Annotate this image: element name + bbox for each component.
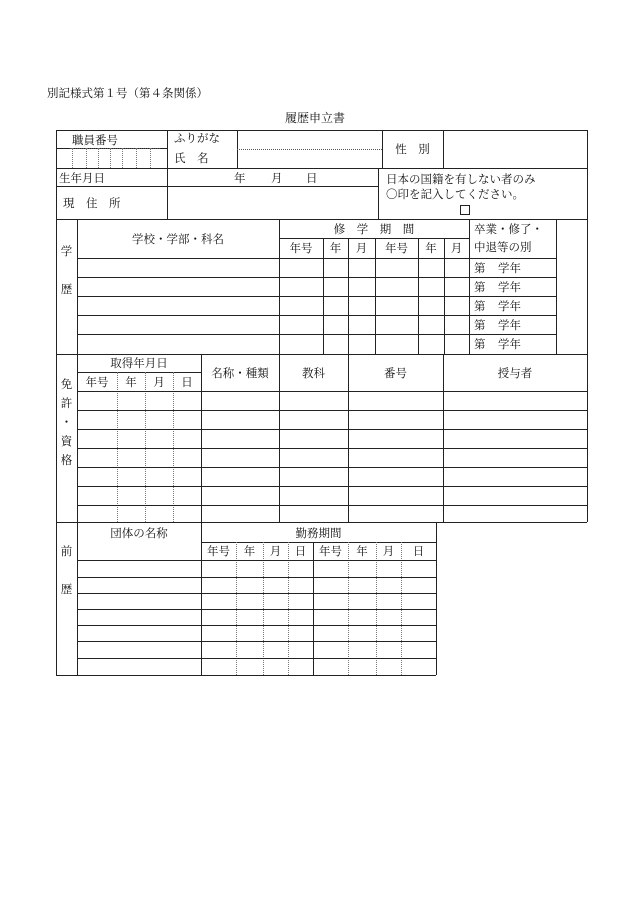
acquired-date-header: 取得年月日 (110, 356, 168, 370)
license-era-header: 年号 (85, 375, 109, 389)
status-header-line1: 卒業・修了・ (474, 222, 543, 236)
grade-dai: 第 (474, 337, 486, 351)
study-month-start: 月 (355, 241, 368, 255)
staff-number-label: 職員番号 (72, 133, 118, 147)
name-type-header: 名称・種類 (211, 366, 269, 380)
education-section-label: 学 歴 (60, 244, 73, 296)
issuer-header: 授与者 (497, 366, 533, 380)
birth-day-unit: 日 (306, 171, 318, 185)
grade-dai: 第 (474, 280, 486, 294)
license-number-header: 番号 (384, 366, 407, 380)
study-period-header: 修 学 期 間 (333, 222, 415, 236)
gender-label: 性 別 (395, 142, 430, 156)
license-year-header: 年 (125, 375, 137, 389)
nationality-note-line2: 〇印を記入してください。 (386, 187, 524, 201)
nationality-note-line1: 日本の国籍を有しない者のみ (386, 172, 536, 186)
study-year-end: 年 (425, 241, 437, 255)
status-header-line2: 中退等の別 (474, 240, 532, 254)
grade-dai: 第 (474, 318, 486, 332)
work-era-start: 年号 (207, 544, 230, 558)
work-period-header: 勤務期間 (295, 526, 342, 540)
work-day-start: 日 (294, 544, 307, 558)
grade-gakunen: 学年 (498, 318, 521, 332)
license-month-header: 月 (153, 375, 165, 389)
work-day-end: 日 (412, 544, 425, 558)
birth-date-label: 生年月日 (59, 171, 105, 185)
school-header: 学校・学部・科名 (132, 232, 224, 246)
license-day-header: 日 (181, 375, 193, 389)
birth-year-unit: 年 (234, 171, 246, 185)
address-label: 現 住 所 (63, 196, 121, 210)
grade-gakunen: 学年 (498, 280, 521, 294)
furigana-label: ふりがな (174, 131, 220, 145)
grade-gakunen: 学年 (498, 261, 521, 275)
org-name-header: 団体の名称 (110, 526, 168, 540)
subject-header: 教科 (302, 366, 325, 380)
work-month-start: 月 (269, 544, 282, 558)
grade-gakunen: 学年 (498, 299, 521, 313)
grade-dai: 第 (474, 261, 486, 275)
nationality-checkbox[interactable] (460, 205, 470, 215)
license-section-label: 免 許 ・ 資 格 (60, 377, 73, 467)
birth-month-unit: 月 (271, 171, 283, 185)
form-number-note: 別記様式第１号（第４条関係） (47, 86, 208, 100)
study-era-start: 年号 (289, 241, 313, 255)
work-year-end: 年 (356, 544, 368, 558)
study-month-end: 月 (450, 241, 463, 255)
name-label: 氏 名 (174, 151, 209, 165)
grade-dai: 第 (474, 299, 486, 313)
work-era-end: 年号 (319, 544, 342, 558)
study-year-start: 年 (329, 241, 342, 255)
form-title: 履歴申立書 (284, 111, 345, 125)
study-era-end: 年号 (385, 241, 408, 255)
work-year-start: 年 (243, 544, 256, 558)
work-month-end: 月 (382, 544, 395, 558)
career-section-label: 前 歴 (60, 544, 73, 596)
grade-gakunen: 学年 (498, 337, 521, 351)
